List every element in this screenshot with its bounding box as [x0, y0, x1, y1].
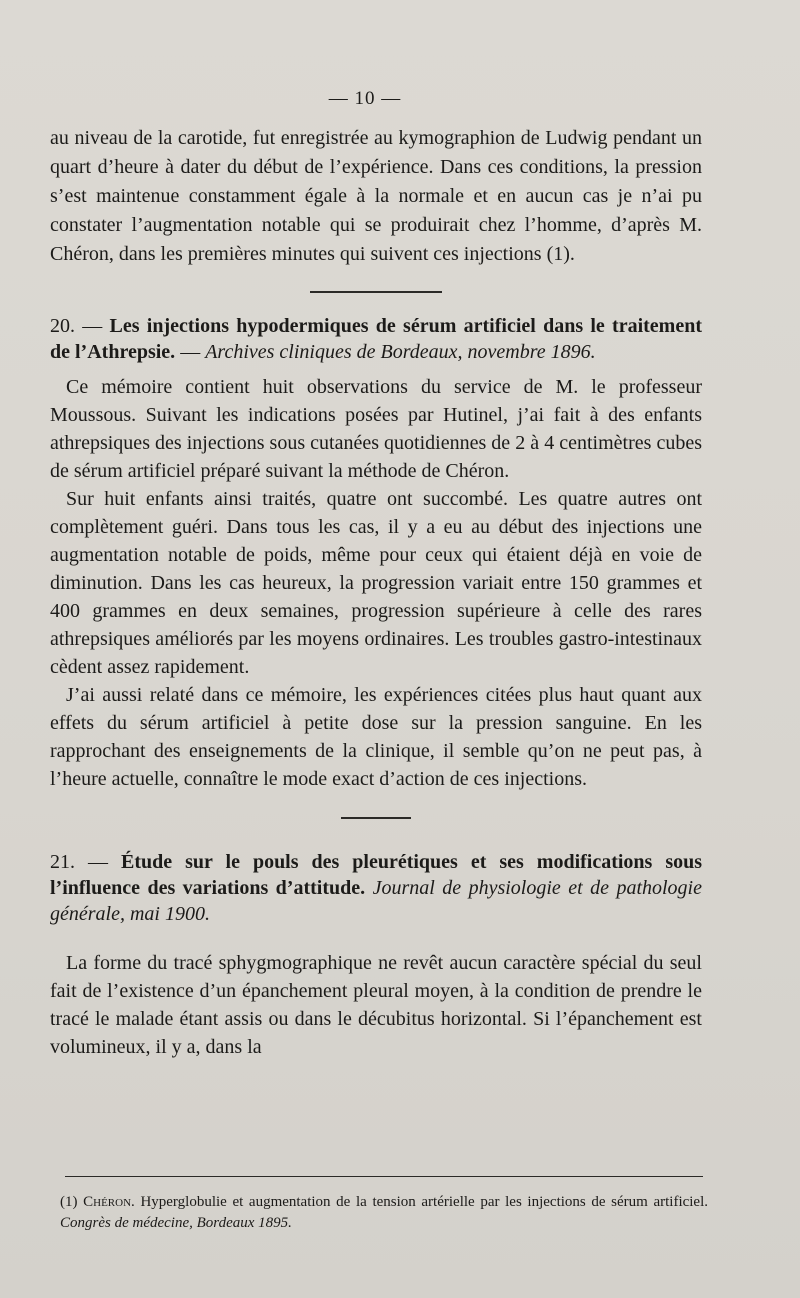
entry-20-dash: —	[180, 341, 206, 363]
footnote-text: Hyperglobulie et augmentation de la tension artérielle par les injections de sérum artificiel.	[140, 1194, 709, 1210]
footnote-source: Congrès de médecine, Bordeaux 1895.	[60, 1215, 292, 1231]
page-content	[50, 124, 702, 1061]
entry-20-number: 20. —	[50, 315, 103, 337]
entry-20	[50, 313, 702, 365]
footnote-author: Chéron.	[83, 1194, 135, 1210]
footnote-marker: (1)	[60, 1194, 78, 1210]
entry-20-heading	[50, 313, 702, 365]
entry-20-title: Les injections hypodermiques de sérum artificiel dans le traitement de l’Athrepsie.	[50, 315, 703, 363]
intro-paragraph: au niveau de la carotide, fut enregistrée au kymographion de Ludwig pendant un quart d’heure à dater du début de l’expérience. Dans ces conditions, la pression s’est maintenue constamment égale à la normale et en aucun cas je n’ai pu constater l’augmentation notable qui se produirait chez l’homme, d’après M. Chéron, dans les premières minutes qui suivent ces injections (1).	[50, 127, 702, 265]
section-divider	[310, 291, 442, 293]
entry-20-paragraph-2: Sur huit enfants ainsi traités, quatre ont succombé. Les quatre autres ont complètement guéri. Dans tous les cas, il y a eu au début des injections une augmentation notable de poids, même pour ceux qui étaient déjà en voie de diminution. Dans les cas heureux, la progression variait entre 150 grammes et 400 grammes en deux semaines, progression supérieure à celle des rares athrepsiques améliorés par les moyens ordinaires. Les troubles gastro-intestinaux cèdent assez rapidement.	[50, 488, 702, 678]
entry-21-title: Étude sur le pouls des pleurétiques et ses modifications sous l’influence des variations d’attitude.	[50, 851, 703, 899]
section-divider	[341, 817, 411, 819]
page-number: — 10 —	[328, 88, 402, 109]
entry-20-source: Archives cliniques de Bordeaux, novembre 1896.	[205, 341, 596, 363]
entry-21-body	[50, 949, 702, 1061]
entry-21-source: Journal de physiologie et de pathologie générale, mai 1900.	[50, 877, 702, 925]
entry-21	[50, 849, 702, 927]
entry-21-number: 21. —	[50, 851, 108, 873]
footnote-divider	[65, 1176, 703, 1177]
entry-21-heading	[50, 849, 702, 927]
footnote	[60, 1192, 708, 1234]
entry-20-paragraph-1: Ce mémoire contient huit observations du service de M. le professeur Moussous. Suivant les indications posées par Hutinel, j’ai fait à des enfants athrepsiques des injections sous cutanées quotidiennes de 2 à 4 centimètres cubes de sérum artificiel préparé suivant la méthode de Chéron.	[50, 376, 702, 482]
entry-20-body	[50, 373, 702, 793]
entry-20-paragraph-3: J’ai aussi relaté dans ce mémoire, les expériences citées plus haut quant aux effets du sérum artificiel à petite dose sur la pression sanguine. En les rapprochant des enseignements de la clinique, il semble qu’on ne peut pas, à l’heure actuelle, connaître le mode exact d’action de ces injections.	[50, 684, 702, 790]
entry-21-paragraph-1: La forme du tracé sphygmographique ne revêt aucun caractère spécial du seul fait de l’existence d’un épanchement pleural moyen, à la condition de prendre le tracé le malade étant assis ou dans le décubitus horizontal. Si l’épanchement est volumineux, il y a, dans la	[50, 952, 702, 1058]
